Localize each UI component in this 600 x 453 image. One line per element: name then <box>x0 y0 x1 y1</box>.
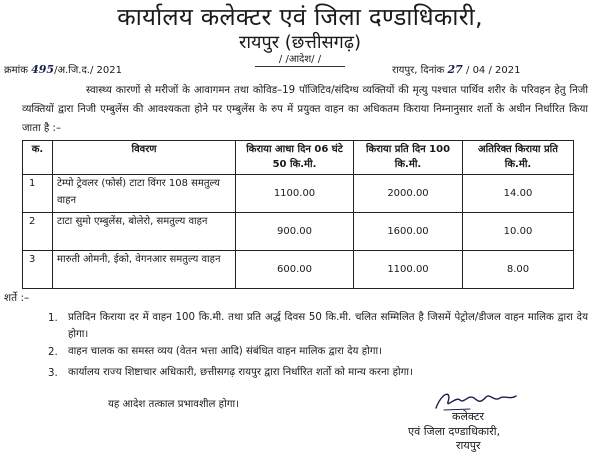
cell-extra-km: 14.00 <box>463 175 574 213</box>
header-extra-km: अतिरिक्त किराया प्रति कि.मी. <box>463 141 574 175</box>
cell-extra-km: 10.00 <box>463 213 574 251</box>
city-state: रायपुर (छत्तीसगढ़) <box>239 32 361 53</box>
cell-serial: 2 <box>23 213 53 251</box>
order-number <box>4 64 122 77</box>
intro-paragraph <box>22 81 588 138</box>
cell-half-day: 600.00 <box>236 251 354 289</box>
order-date <box>392 64 520 77</box>
cell-description: टाटा सुमो एम्बुलेंस, बोलेरो, समतुल्य वाहन <box>53 213 236 251</box>
rate-table <box>22 140 574 289</box>
header-serial: क. <box>23 141 53 175</box>
header-description: विवरण <box>53 141 236 175</box>
office-title: कार्यालय कलेक्टर एवं जिला दण्डाधिकारी, <box>117 3 483 31</box>
cell-per-day: 1600.00 <box>354 213 463 251</box>
signatory-title: कलेक्टर <box>452 410 484 423</box>
condition-text: कार्यालय राज्य शिष्टाचार अधिकारी, छत्तीसगढ़ रायपुर द्वारा निर्धारित शर्तो को मान्य करना होगा। <box>68 367 413 378</box>
order-label: / /आदेश/ / <box>278 54 322 65</box>
order-number-suffix: /अ.जि.द./ 2021 <box>54 65 122 76</box>
cell-extra-km: 8.00 <box>463 251 574 289</box>
order-date-handwritten: 27 <box>447 63 463 76</box>
order-number-handwritten: 495 <box>31 63 55 76</box>
table-row <box>23 251 574 289</box>
cell-per-day: 2000.00 <box>354 175 463 213</box>
condition-text: वाहन चालक का समस्त व्यय (वेतन भत्ता आदि) संबंधित वाहन मालिक द्वारा देय होगा। <box>68 346 382 357</box>
signatory-designation: एवं जिला दण्डाधिकारी, <box>408 425 501 438</box>
condition-number: 1. <box>48 313 58 324</box>
header-half-day: किराया आधा दिन 06 घंटे 50 कि.मी. <box>236 141 354 175</box>
cell-per-day: 1100.00 <box>354 251 463 289</box>
order-date-prefix: रायपुर, दिनांक <box>392 65 445 76</box>
cell-serial: 3 <box>23 251 53 289</box>
cell-serial: 1 <box>23 175 53 213</box>
condition-number: 2. <box>48 347 58 358</box>
condition-text: प्रतिदिन किराया दर में वाहन 100 कि.मी. तथा प्रति अर्द्ध दिवस 50 कि.मी. चलित सम्मिलित है जिसमें पेट्रोल/डीजल वाहन मालिक द्वारा देय होगा। <box>68 312 588 340</box>
signatory-city: रायपुर <box>456 439 481 452</box>
order-effect: यह आदेश तत्काल प्रभावशील होगा। <box>108 399 239 410</box>
table-header-row <box>23 141 574 175</box>
cell-description: मारुती ओमनी, ईको, वेगनआर समतुल्य वाहन <box>53 251 236 289</box>
intro-text: स्वास्थ्य कारणों से मरीजों के आवागमन तथा कोविड–19 पॉजिटिव/संदिग्ध व्यक्तियों की मृत्यु पश्चात पार्थिव शरीर के परिवहन हेतु निजी व्यक्तियों द्वारा निजी एम्बुलेंस की आवश्यकता होने पर एम्बुलेंस के रुप में प्रयुक्त वाहन का अधिकतम किराया निम्नानुसार शर्तो के अधीन निर्धारित किया जाता है :– <box>22 85 588 134</box>
title-underline <box>255 66 345 67</box>
order-number-prefix: क्रमांक <box>4 65 28 76</box>
cell-half-day: 1100.00 <box>236 175 354 213</box>
conditions-label: शर्ते :– <box>4 292 30 304</box>
header-per-day: किराया प्रति दिन 100 कि.मी. <box>354 141 463 175</box>
cell-description: टेम्पो ट्रेवलर (फोर्स) टाटा विंगर 108 समतुल्य वाहन <box>53 175 236 213</box>
table-row <box>23 175 574 213</box>
condition-number: 3. <box>48 368 58 379</box>
table-row <box>23 213 574 251</box>
order-date-suffix: / 04 / 2021 <box>466 65 521 76</box>
cell-half-day: 900.00 <box>236 213 354 251</box>
